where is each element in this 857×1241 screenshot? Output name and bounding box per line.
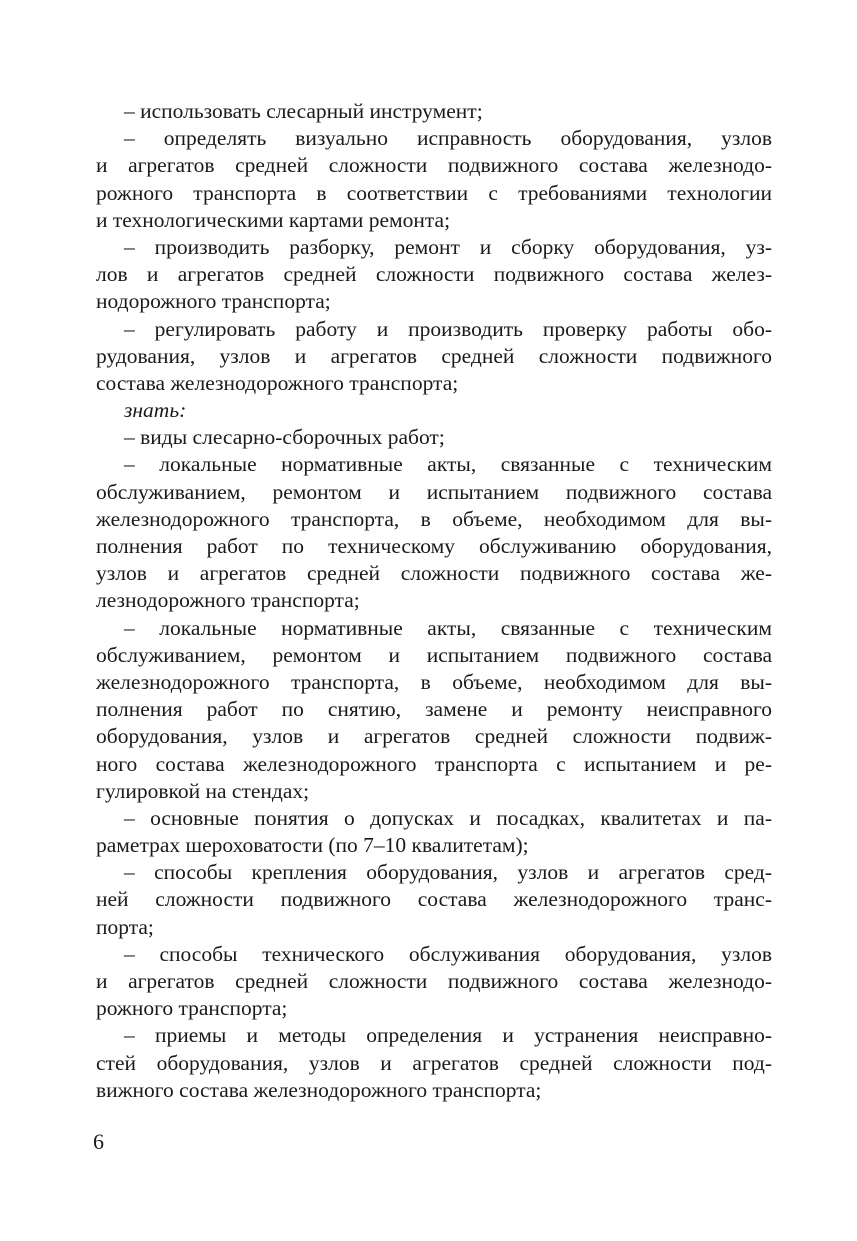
text-line: ного состава железнодорожного транспорта с испытанием и ре- bbox=[96, 751, 772, 776]
knowledge-list bbox=[96, 424, 772, 1104]
text-line: полнения работ по техническому обслуживанию оборудования, bbox=[96, 534, 772, 558]
text-line: узлов и агрегатов средней сложности подвижного состава же- bbox=[96, 561, 772, 586]
text-line: лов и агрегатов средней сложности подвижного состава желез- bbox=[96, 262, 772, 287]
text-line: оборудования, узлов и агрегатов средней сложности подвиж- bbox=[96, 724, 772, 749]
list-item bbox=[96, 234, 772, 316]
list-item bbox=[96, 125, 772, 234]
text-line: полнения работ по снятию, замене и ремонту неисправного bbox=[96, 697, 772, 722]
list-item bbox=[96, 1022, 772, 1104]
text-line: нодорожного транспорта; bbox=[96, 289, 331, 314]
text-line: – виды слесарно-сборочных работ; bbox=[124, 425, 445, 450]
text-line: лезнодорожного транспорта; bbox=[96, 588, 360, 613]
text-line: – основные понятия о допусках и посадках, квалитетах и па- bbox=[124, 805, 772, 830]
list-item bbox=[96, 98, 772, 125]
text-line: – определять визуально исправность оборудования, узлов bbox=[124, 126, 772, 151]
list-item bbox=[96, 859, 772, 941]
text-line: – производить разборку, ремонт и сборку оборудования, уз- bbox=[124, 234, 772, 259]
text-line: и агрегатов средней сложности подвижного состава железнодо- bbox=[96, 969, 772, 993]
text-line: обслуживанием, ремонтом и испытанием подвижного состава bbox=[96, 479, 772, 504]
text-line: железнодорожного транспорта, в объеме, необходимом для вы- bbox=[96, 506, 772, 531]
text-line: раметрах шероховатости (по 7–10 квалитетам); bbox=[96, 833, 529, 858]
page-number: 6 bbox=[93, 1129, 104, 1154]
text-line: рожного транспорта в соответствии с требованиями технологии bbox=[96, 180, 772, 205]
list-item bbox=[96, 451, 772, 614]
text-line: железнодорожного транспорта, в объеме, необходимом для вы- bbox=[96, 669, 772, 694]
text-line: рожного транспорта; bbox=[96, 996, 288, 1021]
section-heading-znat: знать: bbox=[124, 398, 187, 423]
text-line: вижного состава железнодорожного транспорта; bbox=[96, 1077, 542, 1102]
text-line: – приемы и методы определения и устранения неисправно- bbox=[124, 1023, 772, 1048]
list-item bbox=[96, 424, 772, 451]
skills-list bbox=[96, 98, 772, 397]
text-line: – локальные нормативные акты, связанные с техническим bbox=[124, 452, 772, 477]
list-item bbox=[96, 805, 772, 859]
list-item bbox=[96, 615, 772, 805]
text-line: и агрегатов средней сложности подвижного состава железнодо- bbox=[96, 153, 772, 178]
list-item bbox=[96, 316, 772, 398]
text-line: и технологическими картами ремонта; bbox=[96, 207, 451, 232]
text-line: – локальные нормативные акты, связанные с техническим bbox=[124, 615, 772, 640]
text-line: состава железнодорожного транспорта; bbox=[96, 370, 459, 395]
text-line: рудования, узлов и агрегатов средней сложности подвижного bbox=[96, 343, 772, 368]
text-line: – способы технического обслуживания оборудования, узлов bbox=[124, 941, 772, 966]
text-line: ней сложности подвижного состава железнодорожного транс- bbox=[96, 887, 772, 912]
text-line: обслуживанием, ремонтом и испытанием подвижного состава bbox=[96, 642, 772, 667]
text-line: – использовать слесарный инструмент; bbox=[124, 99, 483, 123]
list-item bbox=[96, 941, 772, 1023]
text-body bbox=[96, 98, 772, 1104]
text-line: стей оборудования, узлов и агрегатов средней сложности под- bbox=[96, 1050, 772, 1075]
text-line: – регулировать работу и производить проверку работы обо- bbox=[124, 316, 772, 341]
text-line: гулировкой на стендах; bbox=[96, 778, 310, 803]
text-line: – способы крепления оборудования, узлов и агрегатов сред- bbox=[124, 860, 772, 885]
text-line: порта; bbox=[96, 914, 154, 939]
